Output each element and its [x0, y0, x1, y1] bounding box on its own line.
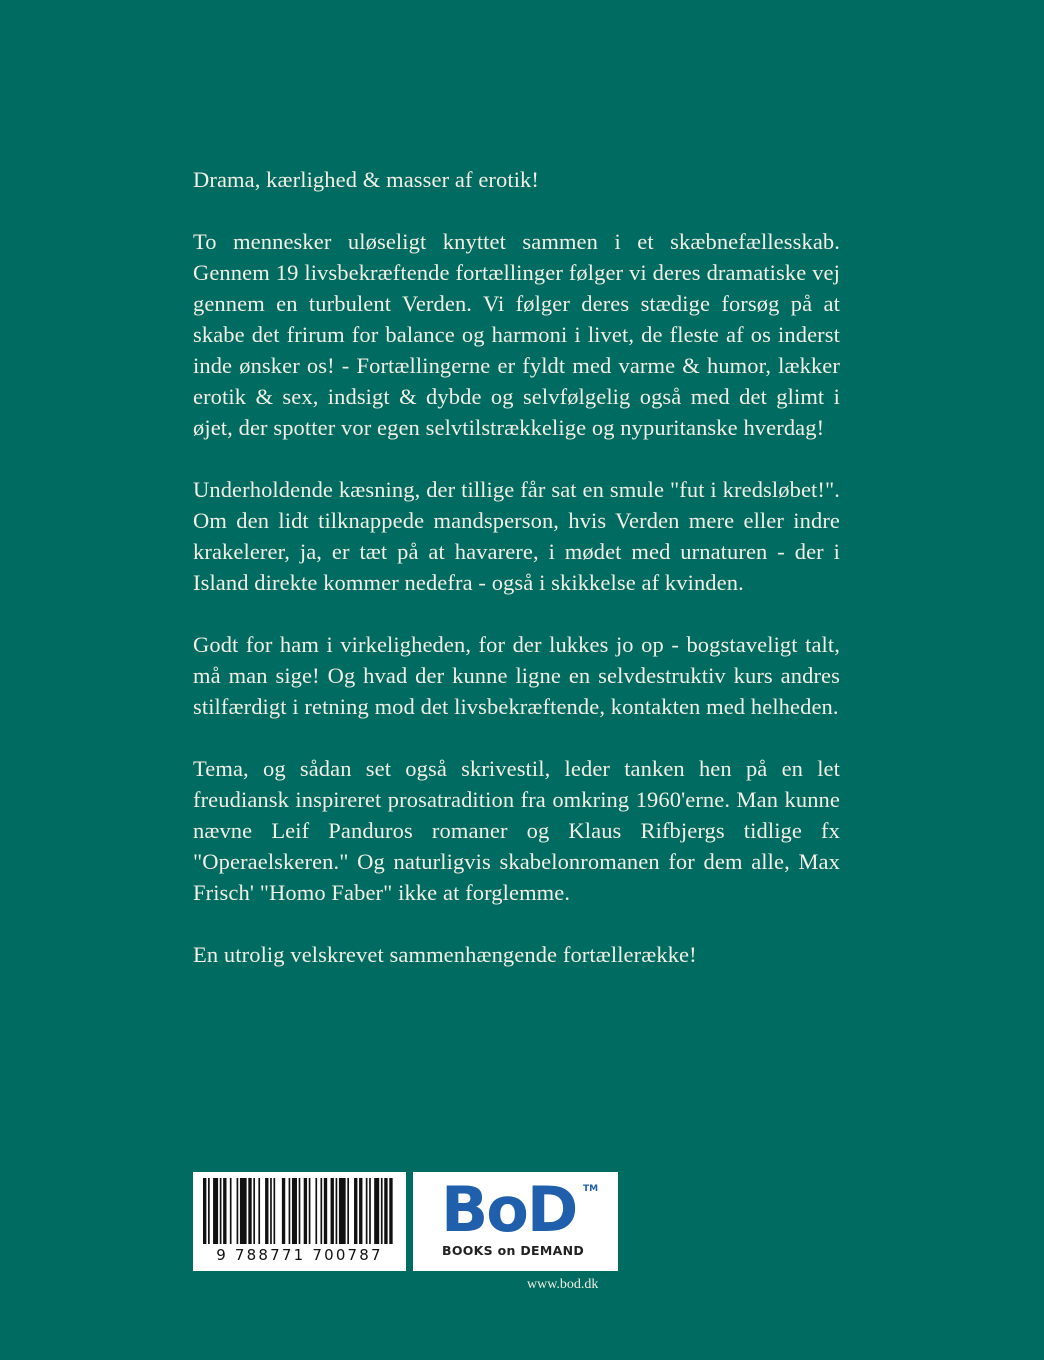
barcode-bar — [248, 1178, 251, 1244]
barcode-bar — [220, 1178, 222, 1244]
review-paragraph-1: Underholdende kæsning, der tillige får sat en smule "fut i kredsløbet!". Om den lidt tilknappede mandsperson, hvis Verden mere eller indre krakelerer, ja, er tæt på at havarere, i mødet med urnaturen - der i Island direkte kommer nedefra - også i skikkelse af kvinden. — [193, 477, 840, 595]
back-cover-text — [193, 164, 840, 1001]
barcode-bar — [240, 1178, 247, 1244]
barcode-bar — [347, 1178, 349, 1244]
barcode-bar — [359, 1178, 362, 1244]
isbn-barcode — [193, 1172, 406, 1271]
barcode-bar — [253, 1178, 255, 1244]
barcode-bar — [223, 1178, 226, 1244]
barcode-bar — [282, 1178, 285, 1244]
isbn-digits: 9 788771 700787 — [216, 1246, 383, 1264]
barcode-bar — [203, 1178, 206, 1244]
barcode-bar — [354, 1178, 357, 1244]
barcode-bar — [292, 1178, 297, 1244]
barcode-bar — [237, 1178, 239, 1244]
barcode-bar — [384, 1178, 387, 1244]
barcode-bar — [381, 1178, 383, 1244]
review-paragraph-3: Tema, og sådan set også skrivestil, leder tanken hen på en let freudiansk inspireret prosatradition fra omkring 1960'erne. Man kunne nævne Leif Panduros romaner og Klaus Rifbjergs tidlige fx "Operaelskeren." Og naturligvis skabelonromanen for dem alle, Max Frisch' "Homo Faber" ikke at forglemme. — [193, 756, 840, 905]
barcode-bar — [299, 1178, 301, 1244]
barcode-bar — [374, 1178, 379, 1244]
trademark-mark: TM — [583, 1184, 599, 1194]
tagline-paragraph: Drama, kærlighed & masser af erotik! — [193, 167, 539, 192]
barcode-bar — [258, 1178, 260, 1244]
barcode-bar — [389, 1178, 392, 1244]
barcode-bar — [265, 1178, 268, 1244]
barcode-bar — [304, 1178, 307, 1244]
barcode-bar — [320, 1178, 322, 1244]
barcode-bars — [203, 1178, 396, 1244]
review-paragraph-2: Godt for ham i virkeligheden, for der lukkes jo op - bogstaveligt talt, må man sige! Og hvad der kunne ligne en selvdestruktiv kurs andres stilfærdigt i retning mod det livsbekræftende, kontakten med helheden. — [193, 632, 840, 719]
barcode-bar — [366, 1178, 368, 1244]
barcode-bar — [273, 1178, 275, 1244]
barcode-bar — [331, 1178, 334, 1244]
bod-logo: BoD — [441, 1173, 577, 1246]
barcode-bar — [324, 1178, 327, 1244]
barcode-bar — [336, 1178, 338, 1244]
barcode-bar — [213, 1178, 218, 1244]
publisher-url: www.bod.dk — [527, 1277, 599, 1292]
barcode-bar — [208, 1178, 210, 1244]
synopsis-paragraph: To mennesker uløseligt knyttet sammen i et skæbnefællesskab. Gennem 19 livsbekræftende fortællinger følger vi deres dramatiske vej gennem en turbulent Verden. Vi følger deres stædige forsøg på at skabe det frirum for balance og harmoni i livet, de fleste af os inderst inde ønsker os! - Fortællingerne er fyldt med varme & humor, lækker erotik & sex, indsigt & dybde og selvfølgelig også med det glimt i øjet, der spotter vor egen selvtilstrækkelige og nypuritanske hverdag! — [193, 229, 840, 440]
publisher-tagline: BOOKS on DEMAND — [442, 1243, 585, 1258]
barcode-bar — [230, 1178, 232, 1244]
publisher-logo-box — [413, 1172, 618, 1271]
barcode-bar — [339, 1178, 346, 1244]
barcode-bar — [289, 1178, 291, 1244]
barcode-bar — [270, 1178, 272, 1244]
barcode-bar — [309, 1178, 311, 1244]
barcode-bar — [369, 1178, 371, 1244]
barcode-bar — [315, 1178, 317, 1244]
closing-paragraph: En utrolig velskrevet sammenhængende fortællerække! — [193, 942, 697, 967]
